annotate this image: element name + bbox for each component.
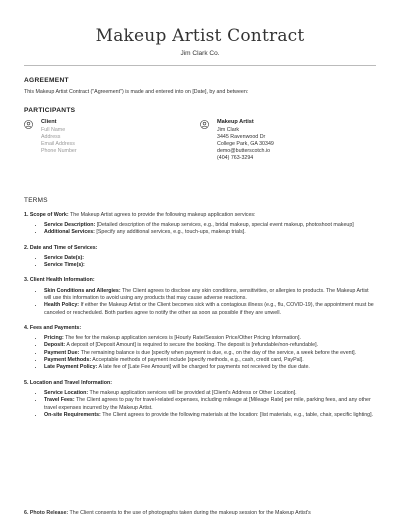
term-1 — [24, 212, 376, 219]
document-title: Makeup Artist Contract — [95, 26, 305, 46]
client-address: Address — [41, 133, 61, 140]
agreement-heading: AGREEMENT — [24, 77, 69, 84]
term-4-title: 4. Fees and Payments: — [24, 324, 82, 331]
term-1-text: The Makeup Artist agrees to provide the following makeup application services: — [68, 211, 256, 218]
list-item — [44, 390, 376, 397]
artist-street: 3445 Ravenwood Dr — [217, 133, 266, 140]
list-item — [44, 255, 376, 262]
bullet-label: Service Location: — [44, 389, 89, 396]
client-block — [24, 119, 200, 162]
term-2-title: 2. Date and Time of Services: — [24, 244, 98, 251]
person-icon — [200, 120, 209, 129]
bullet-text: If either the Makeup Artist or the Client becomes sick with a contagious illness (e.g., flu, COVID-19), the appointment must be canceled or rescheduled. Both parties agree to notify the other as soon as possible if they are unwell. — [44, 302, 374, 316]
bullet-text: The Client agrees to provide the following materials at the location: [list materials, e.g., table, chair, specific lighting]. — [100, 411, 374, 418]
artist-name: Jim Clark — [217, 126, 240, 133]
term-1-title: 1. Scope of Work: — [24, 211, 69, 218]
term-2 — [24, 245, 376, 252]
artist-email: demo@butterscotch.io — [217, 148, 271, 155]
bullet-text: The Client agrees to pay for travel-related expenses, including mileage at [Mileage Rate] per mile, parking fees, and any other travel expenses incurred by the Makeup Artist. — [44, 397, 371, 411]
term-3-title: 3. Client Health Information: — [24, 277, 95, 284]
term-5-list — [24, 390, 376, 419]
bullet-label: Health Policy: — [44, 302, 80, 309]
bullet-label: On-site Requirements: — [44, 411, 101, 418]
list-item — [44, 364, 376, 371]
list-item — [44, 222, 376, 229]
artist-label: Makeup Artist — [217, 119, 254, 126]
list-item — [44, 262, 376, 269]
bullet-text: The fee for the makeup application services is [Hourly Rate/Session Price/Other Pricing Information]. — [63, 335, 301, 342]
bullet-text: A deposit of [Deposit Amount] is required to secure the booking. The deposit is [refundable/non-refundable]. — [65, 342, 319, 349]
bullet-label: Service Date(s): — [44, 254, 85, 261]
list-item — [44, 397, 376, 412]
artist-city: College Park, GA 30349 — [217, 141, 274, 148]
bullet-text: The makeup application services will be provided at [Client's Address or Other Location]. — [88, 389, 297, 396]
list-item — [44, 335, 376, 342]
bullet-label: Late Payment Policy: — [44, 364, 98, 371]
client-full-name: Full Name — [41, 126, 66, 133]
bullet-text: The remaining balance is due [specify when payment is due, e.g., on the day of the service, a week before the event]. — [79, 349, 357, 356]
bullet-text: The Client agrees to disclose any skin conditions, sensitivities, or allergies to products. The Makeup Artist will use this information to avoid using any products that may cause adverse reactions. — [44, 287, 369, 301]
agreement-text: This Makeup Artist Contract ("Agreement") is made and entered into on [Date], by and between: — [24, 89, 249, 95]
bullet-label: Payment Due: — [44, 349, 80, 356]
title-divider — [24, 65, 376, 66]
client-label: Client — [41, 119, 57, 126]
list-item — [44, 357, 376, 364]
term-6 — [24, 510, 376, 517]
bullet-text: A late fee of [Late Fee Amount] will be charged for payments not received by the due date. — [97, 364, 310, 371]
list-item — [44, 342, 376, 349]
bullet-label: Payment Methods: — [44, 357, 92, 364]
list-item — [44, 350, 376, 357]
bullet-label: Pricing: — [44, 335, 64, 342]
term-2-list — [24, 255, 376, 270]
bullet-label: Skin Conditions and Allergies: — [44, 287, 121, 294]
term-4-list — [24, 335, 376, 371]
artist-block — [200, 119, 376, 162]
bullet-text: [Detailed description of the makeup services, e.g., bridal makeup, special event makeup, photoshoot makeup] — [95, 221, 354, 228]
terms-heading: TERMS — [24, 196, 48, 204]
client-email: Email Address — [41, 141, 75, 148]
list-item — [44, 229, 376, 236]
term-3-list — [24, 288, 376, 317]
list-item — [44, 288, 376, 303]
artist-phone: (404) 763-3294 — [217, 155, 254, 162]
term-5-title: 5. Location and Travel Information: — [24, 379, 112, 386]
bullet-label: Deposit: — [44, 342, 66, 349]
client-phone: Phone Number — [41, 148, 77, 155]
term-6-title: 6. Photo Release: — [24, 510, 69, 516]
list-item — [44, 302, 376, 317]
participants-heading: PARTICIPANTS — [24, 107, 76, 115]
bullet-label: Service Time(s): — [44, 262, 85, 269]
person-icon — [24, 120, 33, 129]
bullet-label: Service Description: — [44, 221, 96, 228]
bullet-text: Acceptable methods of payment include [specify methods, e.g., cash, credit card, PayPal]. — [91, 357, 304, 364]
bullet-text: [Specify any additional services, e.g., touch-ups, makeup trials]. — [94, 229, 246, 236]
participants-block — [24, 119, 376, 162]
term-4 — [24, 325, 376, 332]
term-1-list — [24, 222, 376, 237]
list-item — [44, 412, 376, 419]
term-5 — [24, 380, 376, 387]
term-6-text: The Client consents to the use of photographs taken during the makeup session for the Makeup Artist's — [68, 510, 311, 516]
company-name: Jim Clark Co. — [180, 50, 220, 57]
bullet-label: Additional Services: — [44, 229, 95, 236]
bullet-label: Travel Fees: — [44, 397, 75, 404]
term-3 — [24, 277, 376, 284]
